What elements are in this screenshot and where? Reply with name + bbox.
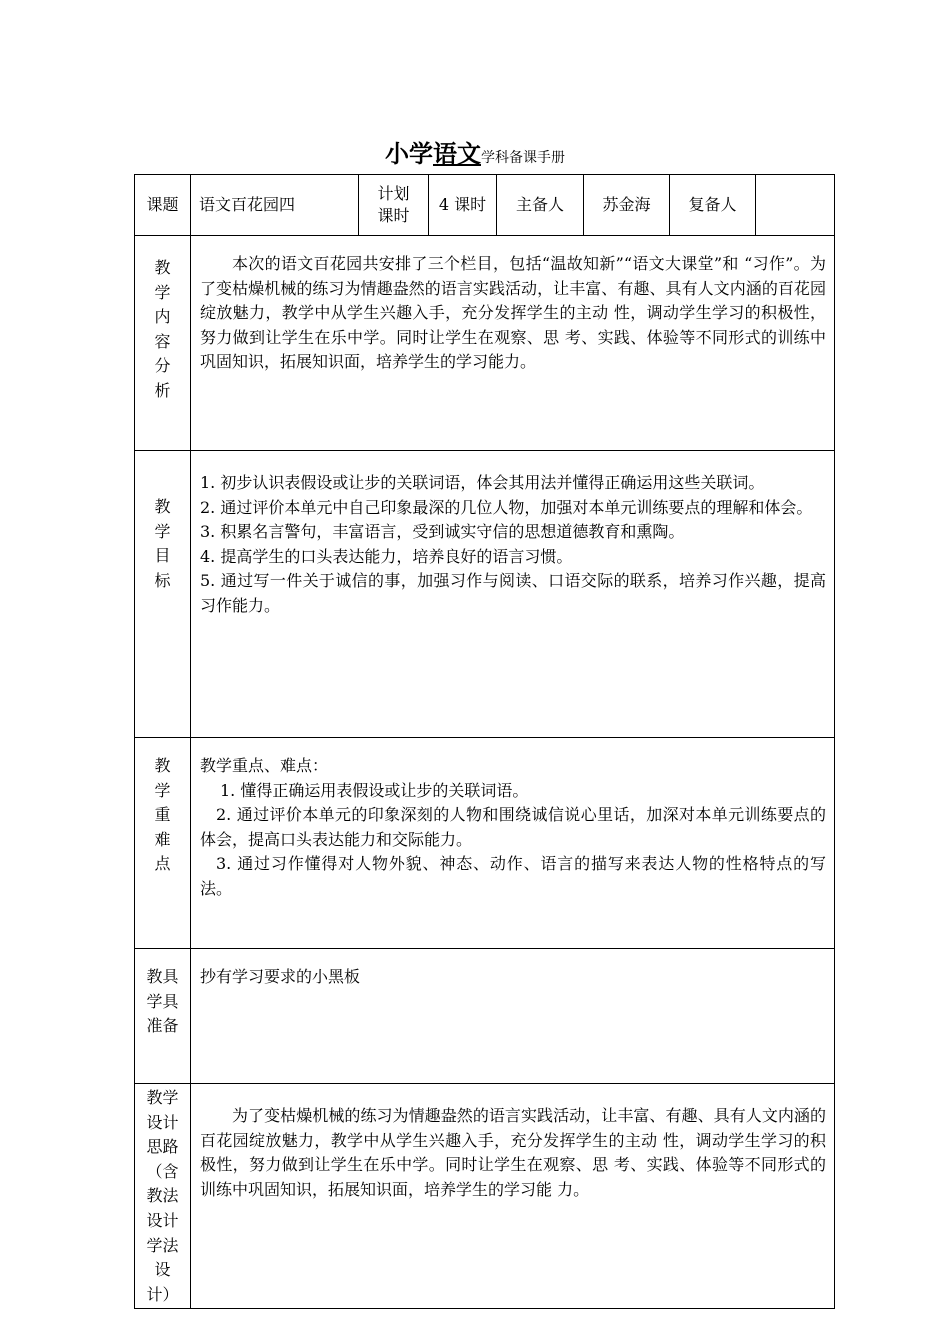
analysis-label: 教学内容分析 [135,236,191,451]
title-grade: 小学 [385,139,433,168]
goals-row [135,451,835,738]
key-points-row [135,738,835,949]
goals-content [191,451,835,738]
goal-item: 4. 提高学生的口头表达能力，培养良好的语言习惯。 [200,546,573,566]
tools-content [191,949,835,1084]
design-label: 教学设计思路（含教法设计学法设计） [135,1084,191,1309]
goal-item: 1. 初步认识表假设或让步的关联词语，体会其用法并懂得正确运用这些关联词。 [200,473,765,492]
tools-label: 教具学具准备 [135,949,191,1084]
co-preparer-label: 复备人 [670,175,756,236]
goal-item: 3. 积累名言警句，丰富语言，受到诚实守信的思想道德教育和熏陶。 [200,522,685,542]
key-points-label: 教学重难点 [135,738,191,949]
title-suffix: 学科备课手册 [481,150,565,166]
co-preparer-value [756,175,835,236]
analysis-text: 本次的语文百花园共安排了三个栏目，包括“温故知新”“语文大课堂”和 “习作”。为了变枯燥机械的练习为情趣盎然的语言实践活动，让丰富、有趣、具有人文内涵的百花园绽放魅力，教学中从学生兴趣入手，充分发挥学生的主动 性，调动学生学习的积极性，努力做到让学生在乐中学。同时让学生在观察、思 考、实践、体验等不同形式的训练中巩固知识，拓展知识面，培养学生的学习能力。 [200,254,826,372]
lead-preparer-value: 苏金海 [584,175,670,236]
tools-row [135,949,835,1084]
key-point-item: 3. 通过习作懂得对人物外貌、神态、动作、语言的描写来表达人物的性格特点的写法。 [200,854,826,898]
tools-text: 抄有学习要求的小黑板 [200,967,361,986]
key-point-item: 1. 懂得正确运用表假设或让步的关联词语。 [220,780,529,800]
title-subject: 语文 [433,139,481,168]
plan-hours-value: 4 课时 [429,175,497,236]
goal-item: 5. 通过写一件关于诚信的事，加强习作与阅读、口语交际的联系，培养习作兴趣，提高习作能力。 [200,571,826,615]
analysis-content [191,236,835,451]
plan-hours-label: 计划课时 [359,175,429,236]
lesson-plan-table [134,174,835,1309]
analysis-row [135,236,835,451]
topic-label: 课题 [135,175,191,236]
design-text: 为了变枯燥机械的练习为情趣盎然的语言实践活动，让丰富、有趣、具有人文内涵的百花园绽放魅力，教学中从学生兴趣入手，充分发挥学生的主动 性，调动学生学习的积极性，努力做到让学生在乐中学。同时让学生在观察、思 考、实践、体验等不同形式的训练中巩固知识，拓展知识面，培养学生的学习能 力。 [200,1106,826,1199]
key-points-content [191,738,835,949]
topic-value: 语文百花园四 [191,175,359,236]
goal-item: 2. 通过评价本单元中自己印象最深的几位人物，加强对本单元训练要点的理解和体会。 [200,497,813,517]
header-row [135,175,835,236]
page-title [0,134,950,169]
lead-preparer-label: 主备人 [497,175,584,236]
design-row [135,1084,835,1309]
key-point-item: 2. 通过评价本单元的印象深刻的人物和围绕诚信说心里话，加深对本单元训练要点的体会，提高口头表达能力和交际能力。 [200,805,826,849]
design-content [191,1084,835,1309]
goals-label: 教学目标 [135,451,191,738]
key-points-heading: 教学重点、难点： [200,756,329,775]
